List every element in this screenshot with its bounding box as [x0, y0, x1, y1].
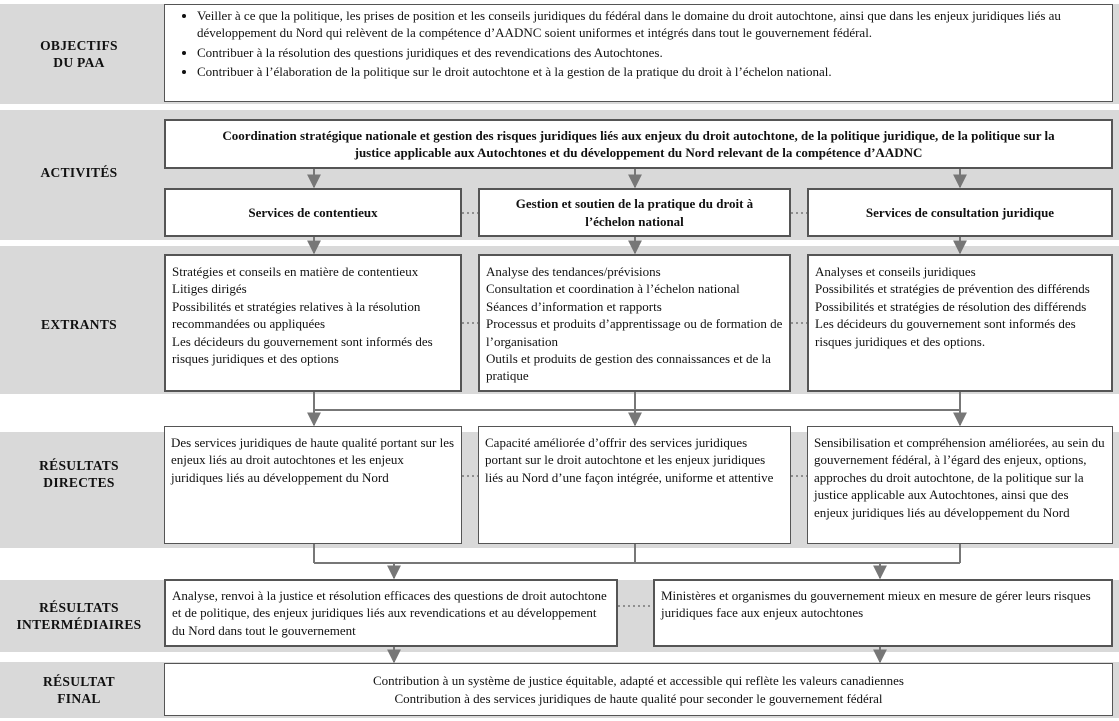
extrant-item: Analyses et conseils juridiques	[815, 264, 976, 279]
activite-gestion-box	[478, 188, 791, 237]
row-label-extrants: EXTRANTS	[41, 316, 117, 332]
extrant-item: Possibilités et stratégies de résolution des différends	[815, 298, 1087, 314]
extrant-item: Les décideurs du gouvernement sont informés des risques juridiques et des options	[172, 333, 433, 367]
extrant-item: Consultation et coordination à l’échelon national	[486, 281, 740, 297]
resultat-direct-col2-box	[478, 426, 791, 544]
objectif-item: • Contribuer à l’élaboration de la politique sur le droit autochtone et à la gestion de la pratique du droit à l’échelon national.	[197, 63, 1104, 80]
resultat-final-line: Contribution à un système de justice équitable, adapté et accessible qui reflète les valeurs canadiennes	[372, 673, 904, 689]
row-label-resultats-intermediaires: RÉSULTATS INTERMÉDIAIRES	[16, 600, 142, 632]
resultat-direct-col1-text: Des services juridiques de haute qualité portant sur les enjeux liés au droit autochtones et les enjeux juridiques liés au développement du Nord	[171, 435, 455, 485]
resultat-direct-col1-box	[164, 426, 462, 544]
extrant-item: Possibilités et stratégies relatives à la résolution recommandées ou appliquées	[172, 298, 421, 332]
extrant-item: Litiges dirigés	[172, 281, 247, 297]
row-label-objectifs: OBJECTIFS DU PAA	[40, 38, 118, 70]
activite-gestion-text: Gestion et soutien de la pratique du droit à l’échelon national	[515, 196, 754, 229]
objectif-item: • Contribuer à la résolution des questions juridiques et des revendications des Autochtones.	[197, 44, 1104, 61]
resultat-final-box	[164, 663, 1113, 716]
extrant-item: Analyse des tendances/prévisions	[486, 264, 661, 279]
extrant-item: Outils et produits de gestion des connaissances et de la pratique	[486, 351, 771, 384]
extrant-item: Les décideurs du gouvernement sont informés des risques juridiques et des options.	[815, 316, 1076, 349]
extrant-item: Possibilités et stratégies de prévention des différends	[815, 281, 1090, 297]
activite-contentieux-box	[164, 188, 462, 237]
extrants-gestion-box	[478, 254, 791, 392]
resultat-intermediaire-left-box	[164, 579, 618, 647]
resultat-intermediaire-right-text: Ministères et organismes du gouvernement mieux en mesure de gérer leurs risques juridiques face aux enjeux autochtones	[661, 588, 1091, 621]
row-label-resultats-directs: RÉSULTATS DIRECTES	[39, 458, 119, 490]
activite-consultation-box	[807, 188, 1113, 237]
extrant-item: Processus et produits d’apprentissage ou de formation de l’organisation	[486, 316, 783, 349]
objectifs-box	[164, 4, 1113, 102]
activite-consultation-text: Services de consultation juridique	[865, 204, 1055, 220]
resultat-final-line: Contribution à des services juridiques de haute qualité pour seconder le gouvernement fédéral	[394, 690, 883, 706]
extrants-consultation-box	[807, 254, 1113, 392]
extrants-contentieux-box	[164, 254, 462, 392]
extrant-item: Stratégies et conseils en matière de contentieux	[172, 264, 419, 279]
extrant-item: Séances d’information et rapports	[486, 298, 662, 314]
resultat-direct-col2-text: Capacité améliorée d’offrir des services juridiques portant sur le droit autochtone et les enjeux juridiques liés au Nord d’une façon intégrée, uniforme et attentive	[485, 435, 774, 485]
objectif-item: • Veiller à ce que la politique, les prises de position et les conseils juridiques du fédéral dans le domaine du droit autochtone, ainsi que dans les enjeux juridiques liés au développement du Nord qui relèvent de la compétence d’AADNC soient uniformes et intégrés dans tout le gouvernement fédéral.	[197, 7, 1104, 42]
row-label-resultat-final: RÉSULTAT FINAL	[43, 674, 115, 706]
activite-coordination-box	[164, 119, 1113, 169]
resultat-direct-col3-text: Sensibilisation et compréhension améliorées, au sein du gouvernement fédéral, à l’égard des enjeux, options, approches du droit autochtone, de la politique sur la justice applicable aux Autochtones, ainsi que des enjeux juridiques liés au développement du Nord	[814, 435, 1105, 520]
activite-contentieux-text: Services de contentieux	[248, 204, 378, 220]
row-label-activites: ACTIVITÉS	[40, 164, 118, 180]
activite-coordination-text: Coordination stratégique nationale et gestion des risques juridiques liés aux enjeux du droit autochtone, de la politique juridique, de la politique sur la justice applicable aux Autochtones et du développement du Nord relevant de la compétence d’AADNC	[222, 127, 1055, 160]
resultat-intermediaire-right-box	[653, 579, 1113, 647]
resultat-intermediaire-left-text: Analyse, renvoi à la justice et résolution efficaces des questions de droit autochtone et de politique, des enjeux juridiques liés aux revendications et au développement du Nord dans tout le gouvernement	[172, 588, 607, 638]
resultat-direct-col3-box	[807, 426, 1113, 544]
